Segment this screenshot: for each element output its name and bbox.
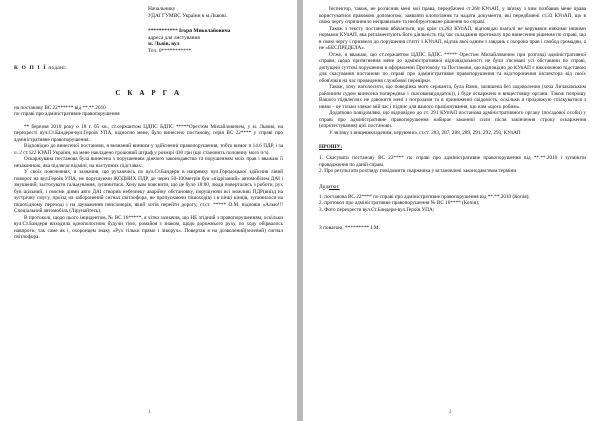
body-paragraph: Отже, я вважаю, що ст.сержантом ЦДПС БДПС ***** Орестом Михайловичем при розгляді адміністративної справи, щодо притягнення мене до адміністративної відповідальності не були з'ясовані усі обставини по справі, допущені суттєві порушення в оформленні Протоколу та Постанови, що відповідно до КУпАП є виключною підставою для скасування постанови по справі про адміністративне правопорушення та відсторонення інспектора від своїх обов'язків на час проведення службової перевірки. xyxy=(319,51,586,84)
page2-body xyxy=(319,6,586,136)
body-paragraph: Додатково повідомляю, що відповідно до ст. 291 КУпАП постанова адміністративного органу (посадової особи) у справі про адміністративне правопорушення набирає законної сили після закінчення строку оскарження (опротестування) цієї постанови. xyxy=(319,110,586,129)
attachment-item: 3. Фото перехрестя вул.Ст.Бандери-вул.Героїв УПА; xyxy=(319,206,435,213)
body-paragraph: ** березня 2010 року о 18 г. 05 хв., ст.сержантом ЦДПС БДПС *****Орестом Михайловичем, у м. Львові, на перехресті вул.Ст.Бандери-вул.Героїв УПА, відносно мене, було винесено постанову, серія ВС 22**** у справі про адміністративне правопорушення. xyxy=(14,123,283,143)
copy-line xyxy=(14,65,283,71)
attachment-item: 2. протокол про адміністративне правопорушення № ВС 16**** (Копія); xyxy=(319,200,480,206)
page1-body xyxy=(14,124,283,241)
requests-list xyxy=(319,155,586,175)
body-paragraph: Також, хочу наголосити, що поведінка мого сержанта, була Вами, залишена без задоволення (хоча Личаківським районним судом винесена попередньо і скасована(додаток)), і буде оскаржено в вищестоящу органи. Також попрошу Вашого підвлеглих не дзвонити мені з погрозами та в приниженні свідомість, оскільки я продовжую спілкуватися з ними – це тільки злякає мій час і підпис для вашого праціонування, що нам «щось робим». xyxy=(319,84,586,110)
sender-city: м. Львів, вул xyxy=(148,41,180,48)
page-number: 2 xyxy=(449,410,452,415)
body-paragraph: Відповідно до винесеної постанови, я визнаний винним у здійсненні правопорушення, тобто вимог п.14.6 ПДР, і за ч. 2 ст.122 КУАП України, на мене накладено грошовий штраф у розмірі 430 грн (що становить половину мого п/з). xyxy=(14,143,283,156)
document-page-2 xyxy=(303,0,600,421)
body-paragraph: У своїх поясненнях, я зазначив, що рухаючись по вул.Ст.Бандери в напрямку вул.Городоцької здійснив лівий поворот на вул.Героїв УПА, не порушуючи ЖОДНИХ ПДР, де через 50-100метрів був «підрізаний» автомобілем ДАІ і змушений, застосувати гальмування, зупинитися. Хочу вам пояснити, що це було 18:00, люди повертались з роботи, рух був щільний, і своєми діями авто ДАІ створив небезпеку аварійну обстановку, порушуючи всі можливі ПДР(виїзд на зустрічну смугу, проїзд на заборонений сигнал світлофора, не пропускаючи пішоходів) і в кінці кінців, зупинилося на пішохідному переході і на зауваження пенсіонерів, який хотів перейти дорогу, ст.ст. ***** О.М. відповів «Алью!!!Спеціальний автомобіль (Лірунайтесь). xyxy=(14,169,283,215)
page-number: 1 xyxy=(148,410,151,415)
sender-name: *********** Ігоря Миколайовича xyxy=(148,28,231,35)
addressee-line: УДАІ ГУМВС України в м.Львові. xyxy=(148,12,228,19)
subject-block xyxy=(14,105,283,118)
body-paragraph: Оскаржувана постанова була винесена з порушенням діючого законодавства та порушенням моїх прав і вважаю її незаконною, яка підлягає відміні, на наступних підставах: xyxy=(14,156,283,169)
subject-line: на постанову ВС 22****** від **.**.2010 xyxy=(14,104,106,111)
body-paragraph: В протоколі, щодо цього інцидентом, № ВС 16*****, я чітко зазначив, що НЕ згідний з правопорушенням, оскільки вул.Ст.Бандери виходила однополосною будучи тією, ромайоя з знаком, щодо дорожнього руху, по ходу обірвалось навпроти, так саме як і, охоронцем знаку «Рух тільки прямо і ліворуч». Повертав я на дозволений(зелений) сигнал світлофора. xyxy=(14,214,283,241)
body-paragraph: Інспектор, також, не роз'яснив мені мої права, передбачені ст.268 КУпАП, у зв'язку з чим позбавив мене права користуватися правовою допомогою, заявляти клопотання та надати документи, які передбачені ст.33 КУпАП, що в свою чергу спричинило неправильне та необґрунтоване рішення по справі. xyxy=(319,6,586,25)
subject-line: по справі про адміністративне правопорушення xyxy=(14,111,120,118)
document-page-1 xyxy=(0,0,297,421)
request-item: 1. Скасувати постанову ВС 22**** по справі про адміністративне правопорушення від **.**.2010 і зупинити провадження по даній справі. xyxy=(319,155,586,168)
sender-phone: Тел. 0*********** xyxy=(148,47,192,54)
copy-label: К О П І Ї xyxy=(14,64,47,71)
requests-heading: ПРОШУ: xyxy=(319,144,343,150)
addressee-line: Начальнику xyxy=(148,6,176,12)
document-title: С К А Р Г А xyxy=(115,88,182,97)
request-item: 2. Про результати розгляду повідомити скаржника у встановлені законодавством терміни. xyxy=(319,168,518,174)
addressee-block xyxy=(148,6,283,55)
body-paragraph: У зв'язку з вищевикладеним, керуючись ст.ст. 283, 287, 288, 289, 291, 292, 293, КУпАП xyxy=(329,129,521,136)
sender-address-label: адреса для листування xyxy=(148,34,200,41)
copy-suffix: подані: xyxy=(48,64,67,71)
attachments-heading: Додатки: xyxy=(319,183,340,190)
attachments-list xyxy=(319,194,586,214)
attachment-item: 1. постанова ВС 22**** по справі про адміністративне правопорушення від **.**.2010 (Копія); xyxy=(319,193,530,200)
body-paragraph: Також з тексту постанови вбачається, що крім ст.283 КУпАП, відповідач взагалі не керувався ніякими іншими нормами КУпАП, яка регламентують його діяльність під час складання протоколу про винесення рішення по справі, що в свою чергу і призвело до порушення статті 1 КУпАП, відтак якої одним з завдань є охорона прав і свобод громадян, а не «БЕСПРЕДЕЛА». xyxy=(319,25,586,51)
signature-line: З повагою, ********* І.М. xyxy=(319,225,380,231)
